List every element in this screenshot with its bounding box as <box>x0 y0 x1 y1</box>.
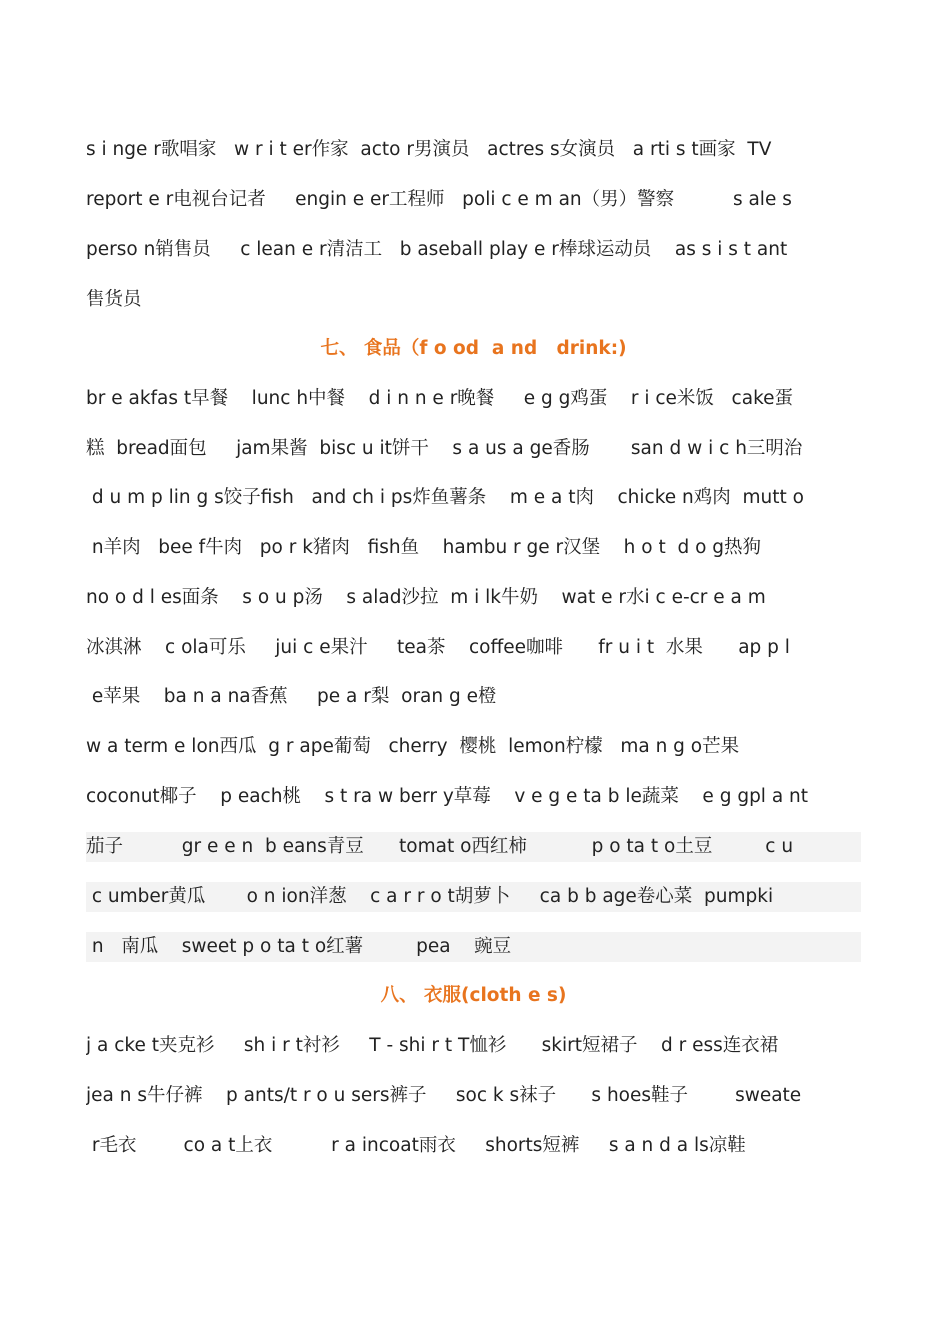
food-line-9: coconut椰子 p each桃 s t ra w berr y草莓 v e g e ta b le蔬菜 e g gpl a nt <box>86 786 809 807</box>
clothes-line-1: j a cke t夹克衫 sh i r t衬衫 T - shi r t T恤衫 skirt短裙子 d r ess连衣裙 <box>86 1035 779 1056</box>
clothes-line-3: r毛衣 co a t上衣 r a incoat雨衣 shorts短裤 s a n d a ls凉鞋 <box>86 1135 746 1156</box>
food-line-5: no o d l es面条 s o u p汤 s alad沙拉 m i lk牛奶 wat e r水i c e-cr e a m <box>86 587 766 608</box>
food-shaded-line-1: 茄子 gr e e n b eans青豆 tomat o西红柿 p o ta t o土豆 c u <box>86 832 861 862</box>
food-line-1: br e akfas t早餐 lunc h中餐 d i n n e r晚餐 e g g鸡蛋 r i ce米饭 cake蛋 <box>86 388 794 409</box>
food-shaded-line-2: c umber黄瓜 o n ion洋葱 c a r r o t胡萝卜 ca b b age卷心菜 pumpki <box>86 882 861 912</box>
food-line-8: w a term e lon西瓜 g r ape葡萄 cherry 樱桃 lemon柠檬 ma n g o芒果 <box>86 736 740 757</box>
food-line-2: 糕 bread面包 jam果酱 bisc u it饼干 s a us a ge香肠 san d w i c h三明治 <box>86 438 803 459</box>
jobs-line-1: s i nge r歌唱家 w r i t er作家 acto r男演员 actres s女演员 a rti s t画家 TV <box>86 139 772 160</box>
clothes-section-heading: 八、 衣服(cloth e s) <box>380 985 567 1006</box>
jobs-line-2: report e r电视台记者 engin e er工程师 poli c e m an（男）警察 s ale s <box>86 189 792 210</box>
food-section-heading: 七、 食品（f o od a nd drink:) <box>320 338 627 359</box>
food-line-7: e苹果 ba n a na香蕉 pe a r梨 oran g e橙 <box>86 686 497 707</box>
jobs-line-4: 售货员 <box>86 289 142 310</box>
food-shaded-line-3: n 南瓜 sweet p o ta t o红薯 pea 豌豆 <box>86 932 861 962</box>
food-line-6: 冰淇淋 c ola可乐 jui c e果汁 tea茶 coffee咖啡 fr u i t 水果 ap p l <box>86 637 790 658</box>
food-line-3: d u m p lin g s饺子fish and ch i ps炸鱼薯条 m e a t肉 chicke n鸡肉 mutt o <box>86 487 804 508</box>
food-line-4: n羊肉 bee f牛肉 po r k猪肉 fish鱼 hambu r ge r汉堡 h o t d o g热狗 <box>86 537 762 558</box>
clothes-line-2: jea n s牛仔裤 p ants/t r o u sers裤子 soc k s袜子 s hoes鞋子 sweate <box>86 1085 802 1106</box>
jobs-line-3: perso n销售员 c lean e r清洁工 b aseball play e r棒球运动员 as s i s t ant <box>86 239 788 260</box>
